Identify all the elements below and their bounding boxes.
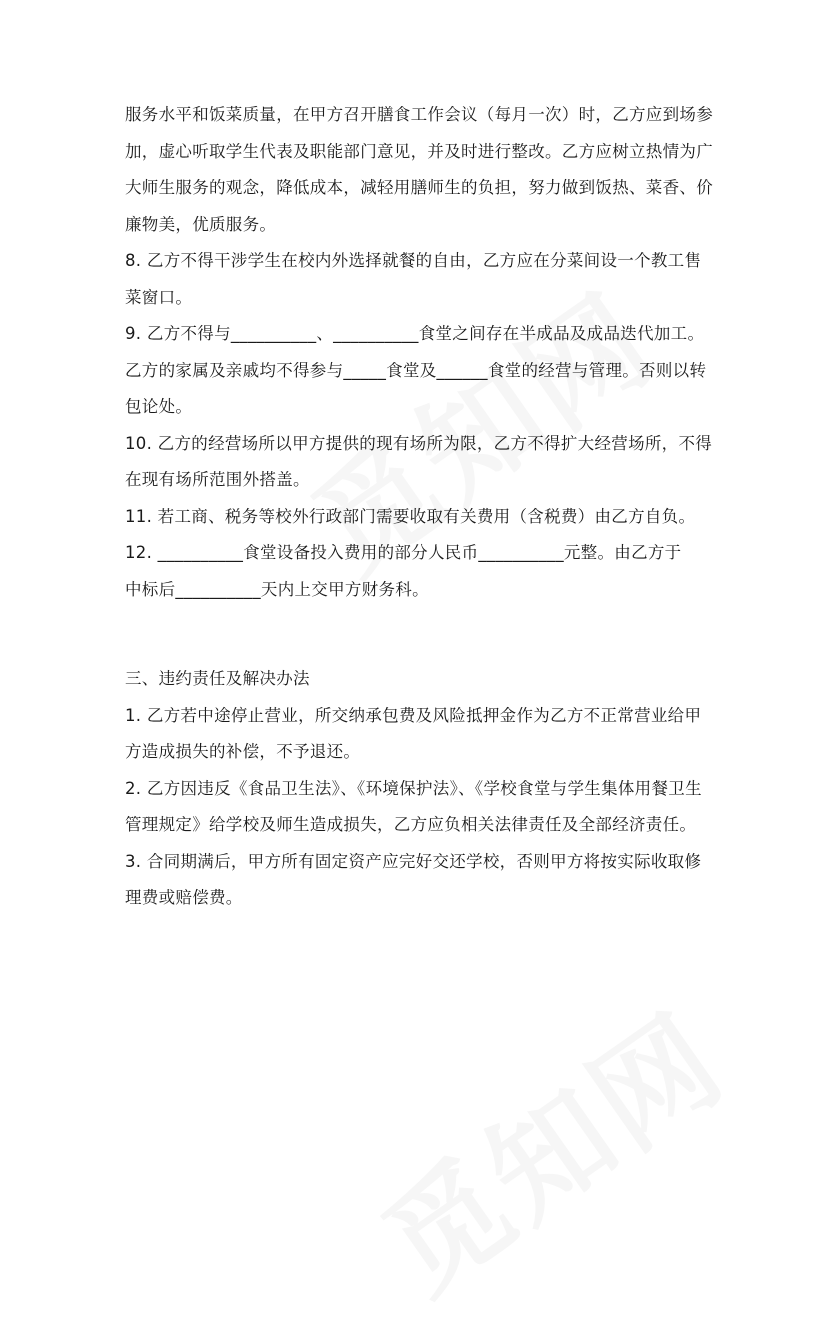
text-line: 大师生服务的观念，降低成本，减轻用膳师生的负担，努力做到饭热、菜香、价 [125, 178, 713, 197]
text-line: 在现有场所范围外搭盖。 [125, 470, 310, 489]
contract-clauses-block [125, 97, 715, 608]
text-line: 服务水平和饭菜质量，在甲方召开膳食工作会议（每月一次）时，乙方应到场参 [125, 105, 713, 124]
clause-9: 9. 乙方不得与__________、__________食堂之间存在半成品及成品迭代加工。 [125, 324, 705, 343]
text-line: 廉物美，优质服务。 [125, 214, 277, 234]
section-spacer [125, 608, 715, 661]
text-line: 菜窗口。 [125, 287, 193, 307]
text-line: 乙方的家属及亲戚均不得参与_____食堂及______食堂的经营与管理。否则以转 [125, 360, 707, 380]
clause-11: 11. 若工商、税务等校外行政部门需要收取有关费用（含税费）由乙方自负。 [125, 506, 696, 526]
clause-8: 8. 乙方不得干涉学生在校内外选择就餐的自由，乙方应在分菜间设一个教工售 [125, 251, 702, 270]
liability-clause-2: 2. 乙方因违反《食品卫生法》、《环境保护法》、《学校食堂与学生集体用餐卫生 [125, 778, 702, 798]
liability-clause-3: 3. 合同期满后，甲方所有固定资产应完好交还学校，否则甲方将按实际收取修 [125, 851, 702, 871]
text-line: 包论处。 [125, 397, 193, 416]
text-line: 方造成损失的补偿，不予退还。 [125, 742, 361, 761]
section-heading: 三、违约责任及解决办法 [125, 669, 310, 688]
text-line: 中标后__________天内上交甲方财务科。 [125, 579, 429, 599]
text-line: 加，虚心听取学生代表及职能部门意见，并及时进行整改。乙方应树立热情为广 [125, 141, 713, 161]
text-line: 管理规定》给学校及师生造成损失，乙方应负相关法律责任及全部经济责任。 [125, 815, 697, 834]
liability-clause-1: 1. 乙方若中途停止营业，所交纳承包费及风险抵押金作为乙方不正常营业给甲 [125, 705, 702, 725]
watermark-text [345, 967, 753, 1325]
document-body [125, 97, 715, 917]
clause-12: 12. __________食堂设备投入费用的部分人民币__________元整。由乙方于 [125, 543, 682, 562]
clause-10: 10. 乙方的经营场所以甲方提供的现有场所为限，乙方不得扩大经营场所，不得 [125, 433, 713, 453]
text-line: 理费或赔偿费。 [125, 888, 243, 907]
liability-section [125, 661, 715, 917]
